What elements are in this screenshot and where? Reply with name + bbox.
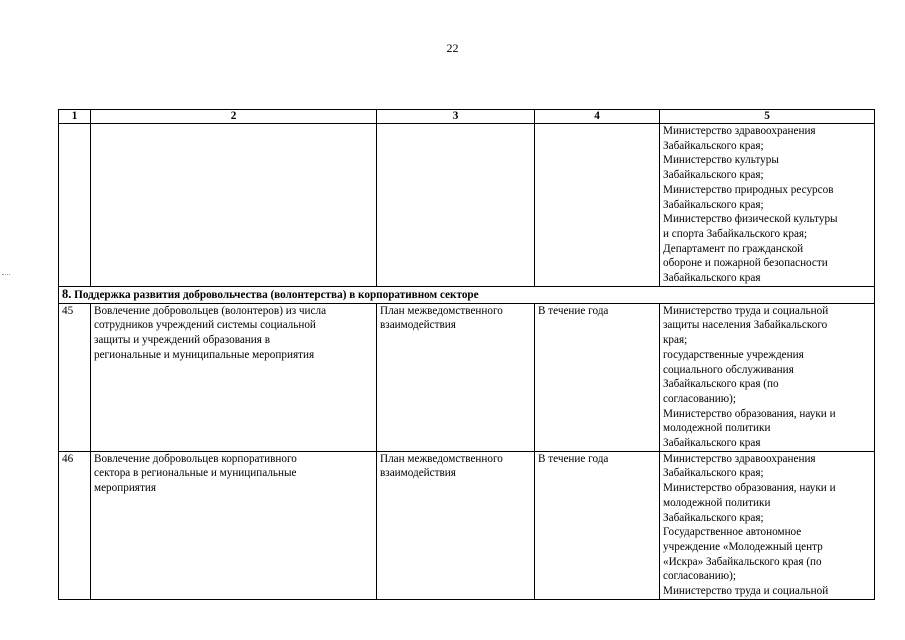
text-line: Министерство здравоохранения bbox=[663, 125, 816, 137]
text-line: Забайкальского края; bbox=[663, 139, 764, 152]
term-cell bbox=[535, 303, 660, 451]
text-line: согласованию); bbox=[663, 392, 736, 405]
page-number: 22 bbox=[446, 41, 459, 55]
cont-responsible-cell bbox=[660, 124, 875, 287]
section-number: 8. bbox=[62, 286, 72, 301]
section-heading-row bbox=[59, 286, 875, 303]
term-cell bbox=[535, 451, 660, 599]
text-line: обороне и пожарной безопасности bbox=[663, 257, 828, 270]
text-line: сектора в региональные и муниципальные bbox=[94, 467, 297, 480]
text-line: взаимодействия bbox=[380, 319, 456, 332]
text-line: Забайкальского края bbox=[663, 272, 761, 285]
table-row bbox=[59, 451, 875, 599]
plan-table bbox=[58, 109, 875, 600]
cont-cell-2 bbox=[91, 124, 377, 287]
text-line: края; bbox=[663, 334, 688, 347]
text-line: Забайкальского края; bbox=[663, 198, 764, 211]
text-line: Забайкальского края; bbox=[663, 169, 764, 182]
text-line: План межведомственного bbox=[380, 452, 503, 465]
table-row bbox=[59, 303, 875, 451]
header-col-5: 5 bbox=[660, 110, 875, 124]
header-row bbox=[59, 110, 875, 124]
header-col-2: 2 bbox=[91, 110, 377, 124]
margin-mark bbox=[2, 274, 10, 275]
text-line: Министерство здравоохранения bbox=[663, 452, 816, 465]
text-line: Забайкальского края bbox=[663, 437, 761, 450]
text-line: Министерство труда и социальной bbox=[663, 585, 829, 598]
text-line: Министерство образования, науки и bbox=[663, 407, 836, 420]
text-line: В течение года bbox=[538, 452, 609, 465]
text-line: Министерство образования, науки и bbox=[663, 482, 836, 495]
text-line: учреждение «Молодежный центр bbox=[663, 540, 823, 553]
continuation-row bbox=[59, 124, 875, 287]
activity-cell bbox=[91, 303, 377, 451]
text-line: взаимодействия bbox=[380, 467, 456, 480]
text-line: Министерство культуры bbox=[663, 154, 779, 167]
cont-cell-4 bbox=[535, 124, 660, 287]
text-line: В течение года bbox=[538, 304, 609, 317]
text-line: «Искра» Забайкальского края (по bbox=[663, 555, 822, 568]
header-col-1: 1 bbox=[59, 110, 91, 124]
text-line: сотрудников учреждений системы социальной bbox=[94, 319, 316, 332]
text-line: государственные учреждения bbox=[663, 348, 804, 361]
document-cell bbox=[377, 303, 535, 451]
section-title: Поддержка развития добровольчества (волонтерства) в корпоративном секторе bbox=[74, 288, 479, 301]
text-line: региональные и муниципальные мероприятия bbox=[94, 348, 315, 361]
text-line: согласованию); bbox=[663, 570, 736, 583]
responsible-cell bbox=[660, 451, 875, 599]
text-line: Министерство физической культуры bbox=[663, 213, 838, 226]
cont-cell-3 bbox=[377, 124, 535, 287]
text-line: молодежной политики bbox=[663, 496, 771, 509]
text-line: социального обслуживания bbox=[663, 363, 794, 376]
text-line: Забайкальского края; bbox=[663, 511, 764, 524]
activity-cell bbox=[91, 451, 377, 599]
text-line: защиты и учреждений образования в bbox=[94, 334, 270, 347]
header-col-4: 4 bbox=[535, 110, 660, 124]
text-line: мероприятия bbox=[94, 482, 156, 495]
responsible-cell bbox=[660, 303, 875, 451]
document-cell bbox=[377, 451, 535, 599]
row-number: 45 bbox=[59, 303, 91, 451]
text-line: защиты населения Забайкальского bbox=[663, 319, 828, 332]
text-line: молодежной политики bbox=[663, 422, 771, 435]
text-line: Вовлечение добровольцев (волонтеров) из числа bbox=[94, 304, 327, 317]
text-line: Вовлечение добровольцев корпоративного bbox=[94, 452, 297, 465]
text-line: и спорта Забайкальского края; bbox=[663, 227, 808, 240]
header-col-3: 3 bbox=[377, 110, 535, 124]
text-line: Забайкальского края; bbox=[663, 467, 764, 480]
row-number: 46 bbox=[59, 451, 91, 599]
text-line: План межведомственного bbox=[380, 304, 503, 317]
text-line: Государственное автономное bbox=[663, 526, 802, 539]
text-line: Департамент по гражданской bbox=[663, 242, 804, 255]
text-line: Министерство природных ресурсов bbox=[663, 183, 834, 196]
text-line: Забайкальского края (по bbox=[663, 378, 779, 391]
section-heading bbox=[59, 286, 875, 303]
cont-cell-1 bbox=[59, 124, 91, 287]
text-line: Министерство труда и социальной bbox=[663, 304, 829, 317]
